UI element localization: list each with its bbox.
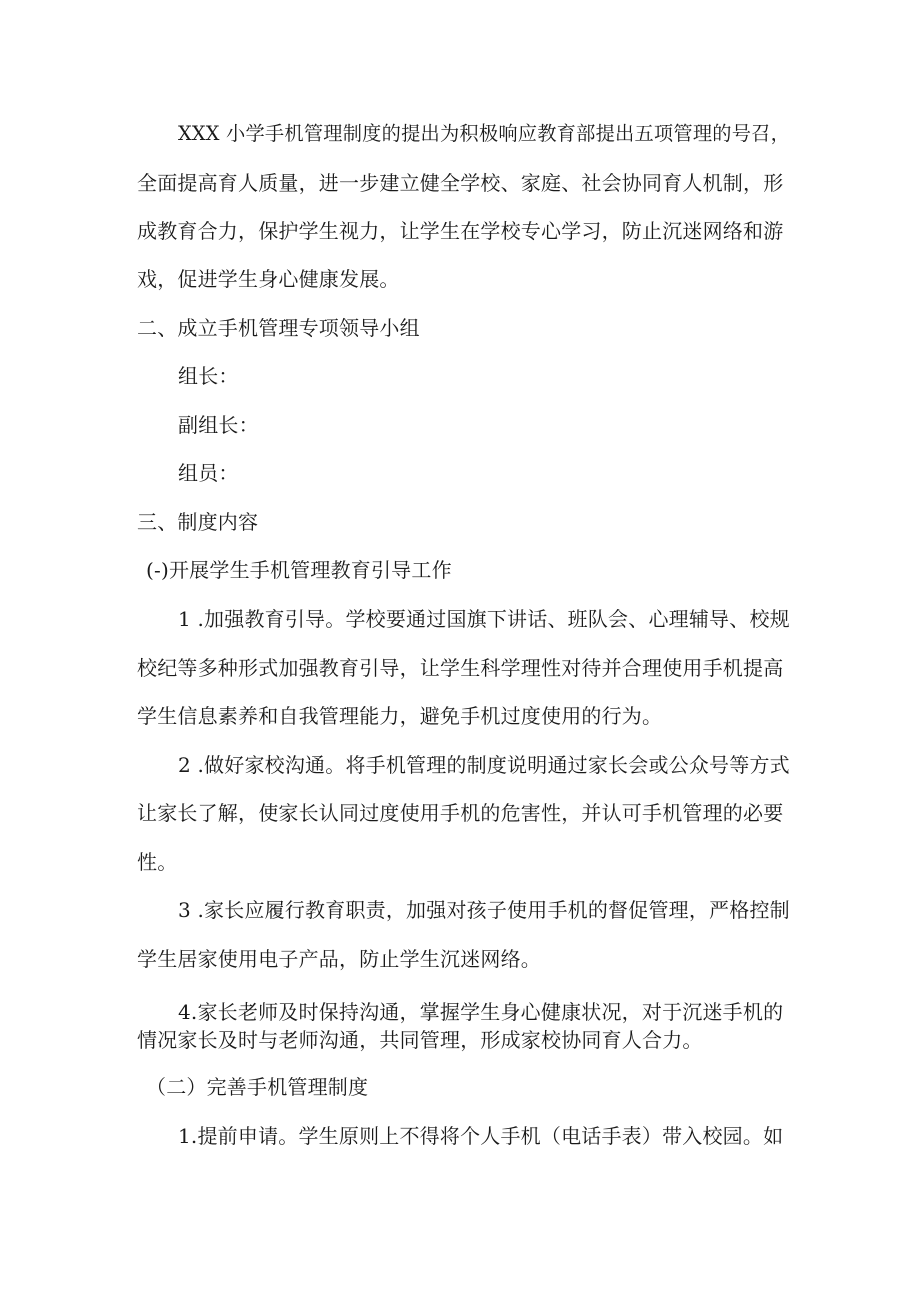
subsection-1-heading: (-)开展学生手机管理教育引导工作 xyxy=(146,558,452,582)
members-label: 组员： xyxy=(178,461,239,485)
item-4-line-2: 情况家长及时与老师沟通，共同管理，形成家校协同育人合力。 xyxy=(137,1028,703,1052)
deputy-leader-label: 副组长： xyxy=(178,413,259,437)
subsection-2-heading: （二）完善手机管理制度 xyxy=(146,1075,369,1099)
section-3-heading: 三、制度内容 xyxy=(137,510,259,534)
item-4-line-1: 4.家长老师及时保持沟通，掌握学生身心健康状况，对于沉迷手机的 xyxy=(178,1000,784,1024)
item-1-line-2: 校纪等多种形式加强教育引导，让学生科学理性对待并合理使用手机提高 xyxy=(137,656,784,680)
item-3-line-1: 3 .家长应履行教育职责，加强对孩子使用手机的督促管理，严格控制 xyxy=(178,898,790,922)
sub2-item-1-line-1: 1.提前申请。学生原则上不得将个人手机（电话手表）带入校园。如 xyxy=(178,1124,784,1148)
intro-line-4: 戏，促进学生身心健康发展。 xyxy=(137,267,400,291)
item-1-line-1: 1 .加强教育引导。学校要通过国旗下讲话、班队会、心理辅导、校规 xyxy=(178,607,790,631)
item-2-line-1: 2 .做好家校沟通。将手机管理的制度说明通过家长会或公众号等方式 xyxy=(178,753,790,777)
section-2-heading: 二、成立手机管理专项领导小组 xyxy=(137,316,420,340)
item-2-line-3: 性。 xyxy=(137,850,178,874)
intro-line-3: 成教育合力，保护学生视力，让学生在学校专心学习，防止沉迷网络和游 xyxy=(137,219,784,243)
intro-line-1: XXX 小学手机管理制度的提出为积极响应教育部提出五项管理的号召， xyxy=(178,122,791,145)
leader-label: 组长： xyxy=(178,364,239,388)
item-3-line-2: 学生居家使用电子产品，防止学生沉迷网络。 xyxy=(137,947,541,971)
intro-line-2: 全面提高育人质量，进一步建立健全学校、家庭、社会协同育人机制，形 xyxy=(137,171,784,195)
item-2-line-2: 让家长了解，使家长认同过度使用手机的危害性，并认可手机管理的必要 xyxy=(137,801,784,825)
item-1-line-3: 学生信息素养和自我管理能力，避免手机过度使用的行为。 xyxy=(137,704,663,728)
